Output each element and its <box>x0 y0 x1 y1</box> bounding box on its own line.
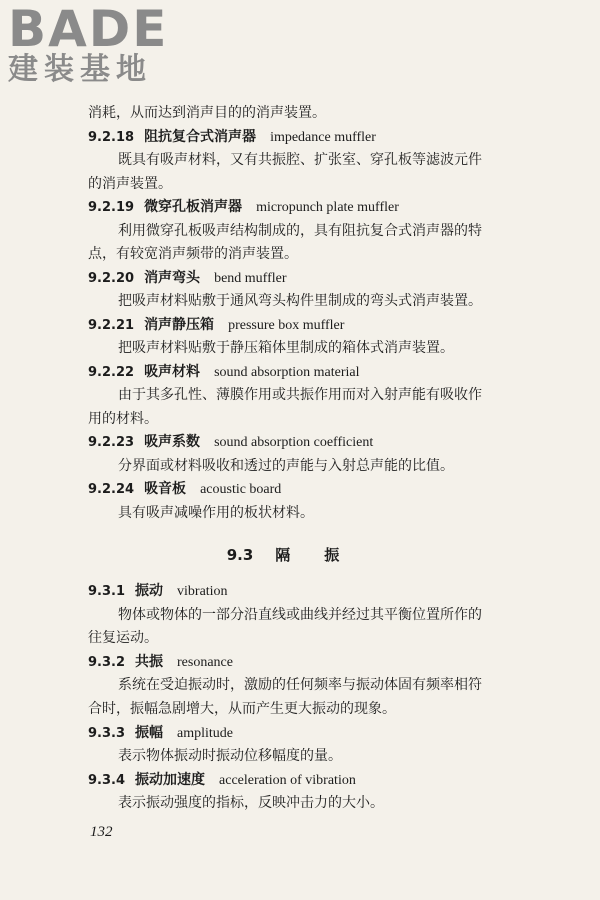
term-entry <box>88 198 542 217</box>
term-chinese: 阻抗复合式消声器 <box>144 128 257 145</box>
term-number: 9.3.2 <box>88 654 126 670</box>
term-entry <box>88 653 542 672</box>
term-entry <box>88 582 542 601</box>
term-chinese: 共振 <box>135 653 164 670</box>
definition-line: 分界面或材料吸收和透过的声能与入射总声能的比值。 <box>118 457 454 474</box>
definition-line: 由于其多孔性、薄膜作用或共振作用而对入射声能有吸收作 <box>118 387 482 403</box>
term-number: 9.3.4 <box>88 772 126 788</box>
term-english: resonance <box>177 654 233 670</box>
term-chinese: 吸音板 <box>144 481 187 497</box>
term-number: 9.3.1 <box>88 584 126 599</box>
term-english: acoustic board <box>200 482 282 497</box>
term-chinese: 振动 <box>135 583 164 599</box>
term-english: vibration <box>177 584 228 599</box>
term-chinese: 吸声材料 <box>144 363 201 380</box>
definition-line: 往复运动。 <box>88 630 158 647</box>
term-entry <box>88 724 542 743</box>
term-english: acceleration of vibration <box>219 772 356 788</box>
section-heading <box>0 545 600 565</box>
logo-chinese: 建装基地 <box>8 52 152 87</box>
term-entry <box>88 363 542 382</box>
definition-line: 利用微穿孔板吸声结构制成的，具有阻抗复合式消声器的特 <box>118 222 482 239</box>
definition-line: 合时，振幅急剧增大，从而产生更大振动的现象。 <box>88 701 396 717</box>
section-number: 9.3 <box>226 546 254 564</box>
term-number: 9.2.20 <box>88 270 135 286</box>
definition-line: 把吸声材料贴敷于通风弯头构件里制成的弯头式消声装置。 <box>118 293 482 309</box>
term-english: sound absorption coefficient <box>214 435 374 450</box>
term-number: 9.2.18 <box>88 129 135 145</box>
definition-line: 表示物体振动时振动位移幅度的量。 <box>118 748 342 765</box>
term-chinese: 消声静压箱 <box>144 316 215 333</box>
term-entry <box>88 128 542 147</box>
definition-line: 物体或物体的一部分沿直线或曲线并经过其平衡位置所作的 <box>118 606 482 623</box>
section-title: 隔振 <box>275 546 374 564</box>
definition-line: 既具有吸声材料，又有共振腔、扩张室、穿孔板等滤波元件 <box>118 152 482 168</box>
term-number: 9.2.22 <box>88 364 135 380</box>
term-chinese: 振幅 <box>135 724 164 741</box>
term-english: pressure box muffler <box>228 317 345 333</box>
term-chinese: 消声弯头 <box>144 269 201 286</box>
definition-line: 具有吸声减噪作用的板状材料。 <box>118 504 314 521</box>
term-number: 9.2.24 <box>88 482 135 497</box>
term-entry <box>88 316 542 335</box>
term-chinese: 振动加速度 <box>135 771 206 788</box>
term-number: 9.2.21 <box>88 317 135 333</box>
term-english: impedance muffler <box>270 129 376 145</box>
definition-line: 的消声装置。 <box>88 175 172 192</box>
term-number: 9.3.3 <box>88 725 126 741</box>
term-entry <box>88 433 542 452</box>
term-number: 9.2.19 <box>88 200 135 215</box>
definition-line: 消耗，从而达到消声目的的消声装置。 <box>88 105 326 121</box>
page-number: 132 <box>90 824 113 840</box>
term-english: amplitude <box>177 725 234 741</box>
term-entry <box>88 771 542 790</box>
term-number: 9.2.23 <box>88 435 135 450</box>
definition-line: 用的材料。 <box>88 410 158 427</box>
term-english: micropunch plate muffler <box>256 200 399 215</box>
definition-line: 表示振动强度的指标，反映冲击力的大小。 <box>118 795 384 812</box>
logo-word: BADE <box>8 0 169 58</box>
term-entry <box>88 480 542 499</box>
definition-line: 把吸声材料贴敷于静压箱体里制成的箱体式消声装置。 <box>118 340 454 356</box>
term-entry <box>88 269 542 288</box>
term-english: sound absorption material <box>214 364 360 380</box>
definition-line: 点，有较宽消声频带的消声装置。 <box>88 246 298 262</box>
term-chinese: 微穿孔板消声器 <box>144 199 243 215</box>
term-english: bend muffler <box>214 270 287 286</box>
term-chinese: 吸声系数 <box>144 434 201 450</box>
definition-line: 系统在受迫振动时，激励的任何频率与振动体固有频率相符 <box>118 677 482 694</box>
